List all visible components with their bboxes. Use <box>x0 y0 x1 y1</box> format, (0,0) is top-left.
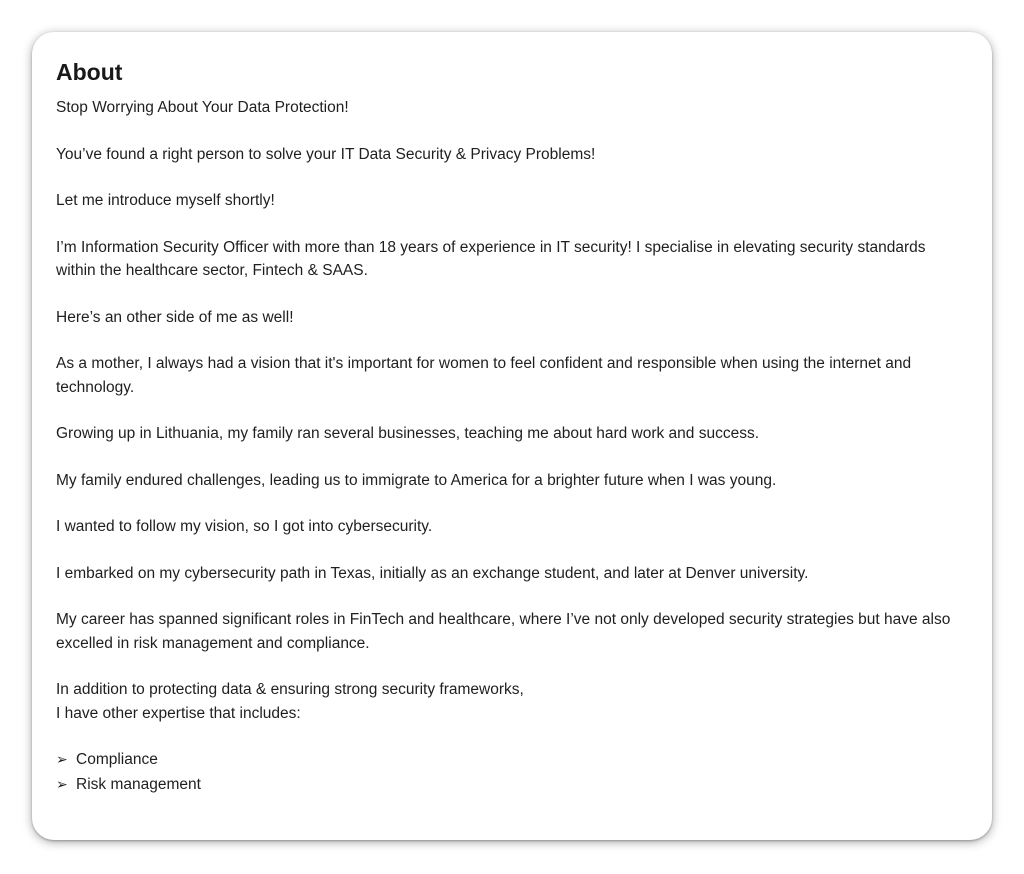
expertise-list <box>56 748 968 797</box>
arrow-bullet-icon: ➢ <box>56 776 68 793</box>
expertise-item <box>56 773 968 798</box>
about-paragraph: Growing up in Lithuania, my family ran several businesses, teaching me about hard work and success. <box>56 425 760 442</box>
about-paragraph: My career has spanned significant roles in FinTech and healthcare, where I’ve not only developed security strategies but have also excelled in risk management and compliance. <box>56 611 951 652</box>
about-paragraph: You’ve found a right person to solve your IT Data Security & Privacy Problems! <box>56 145 596 163</box>
about-title: About <box>56 59 123 85</box>
about-paragraph: Stop Worrying About Your Data Protection! <box>56 99 349 116</box>
expertise-intro-line-1: In addition to protecting data & ensuring strong security frameworks, <box>56 681 524 698</box>
about-paragraph: Let me introduce myself shortly! <box>56 192 275 209</box>
expertise-intro-line-2: I have other expertise that includes: <box>56 704 301 722</box>
expertise-item-label: Compliance <box>76 751 158 768</box>
about-paragraph: Here’s an other side of me as well! <box>56 308 294 326</box>
expertise-item-label: Risk management <box>76 775 201 793</box>
about-paragraph: I embarked on my cybersecurity path in Texas, initially as an exchange student, and later at Denver university. <box>56 564 809 582</box>
arrow-bullet-icon: ➢ <box>56 752 68 768</box>
expertise-intro <box>56 678 968 725</box>
about-paragraph: I wanted to follow my vision, so I got into cybersecurity. <box>56 518 433 535</box>
about-card <box>32 32 992 840</box>
about-body <box>56 96 968 797</box>
about-paragraph: As a mother, I always had a vision that it's important for women to feel confident and responsible when using the internet and technology. <box>56 355 912 396</box>
expertise-item <box>56 748 968 773</box>
about-paragraph: I’m Information Security Officer with more than 18 years of experience in IT security! I specialise in elevating security standards within the healthcare sector, Fintech & SAAS. <box>56 238 926 279</box>
about-paragraph: My family endured challenges, leading us to immigrate to America for a brighter future when I was young. <box>56 471 777 489</box>
